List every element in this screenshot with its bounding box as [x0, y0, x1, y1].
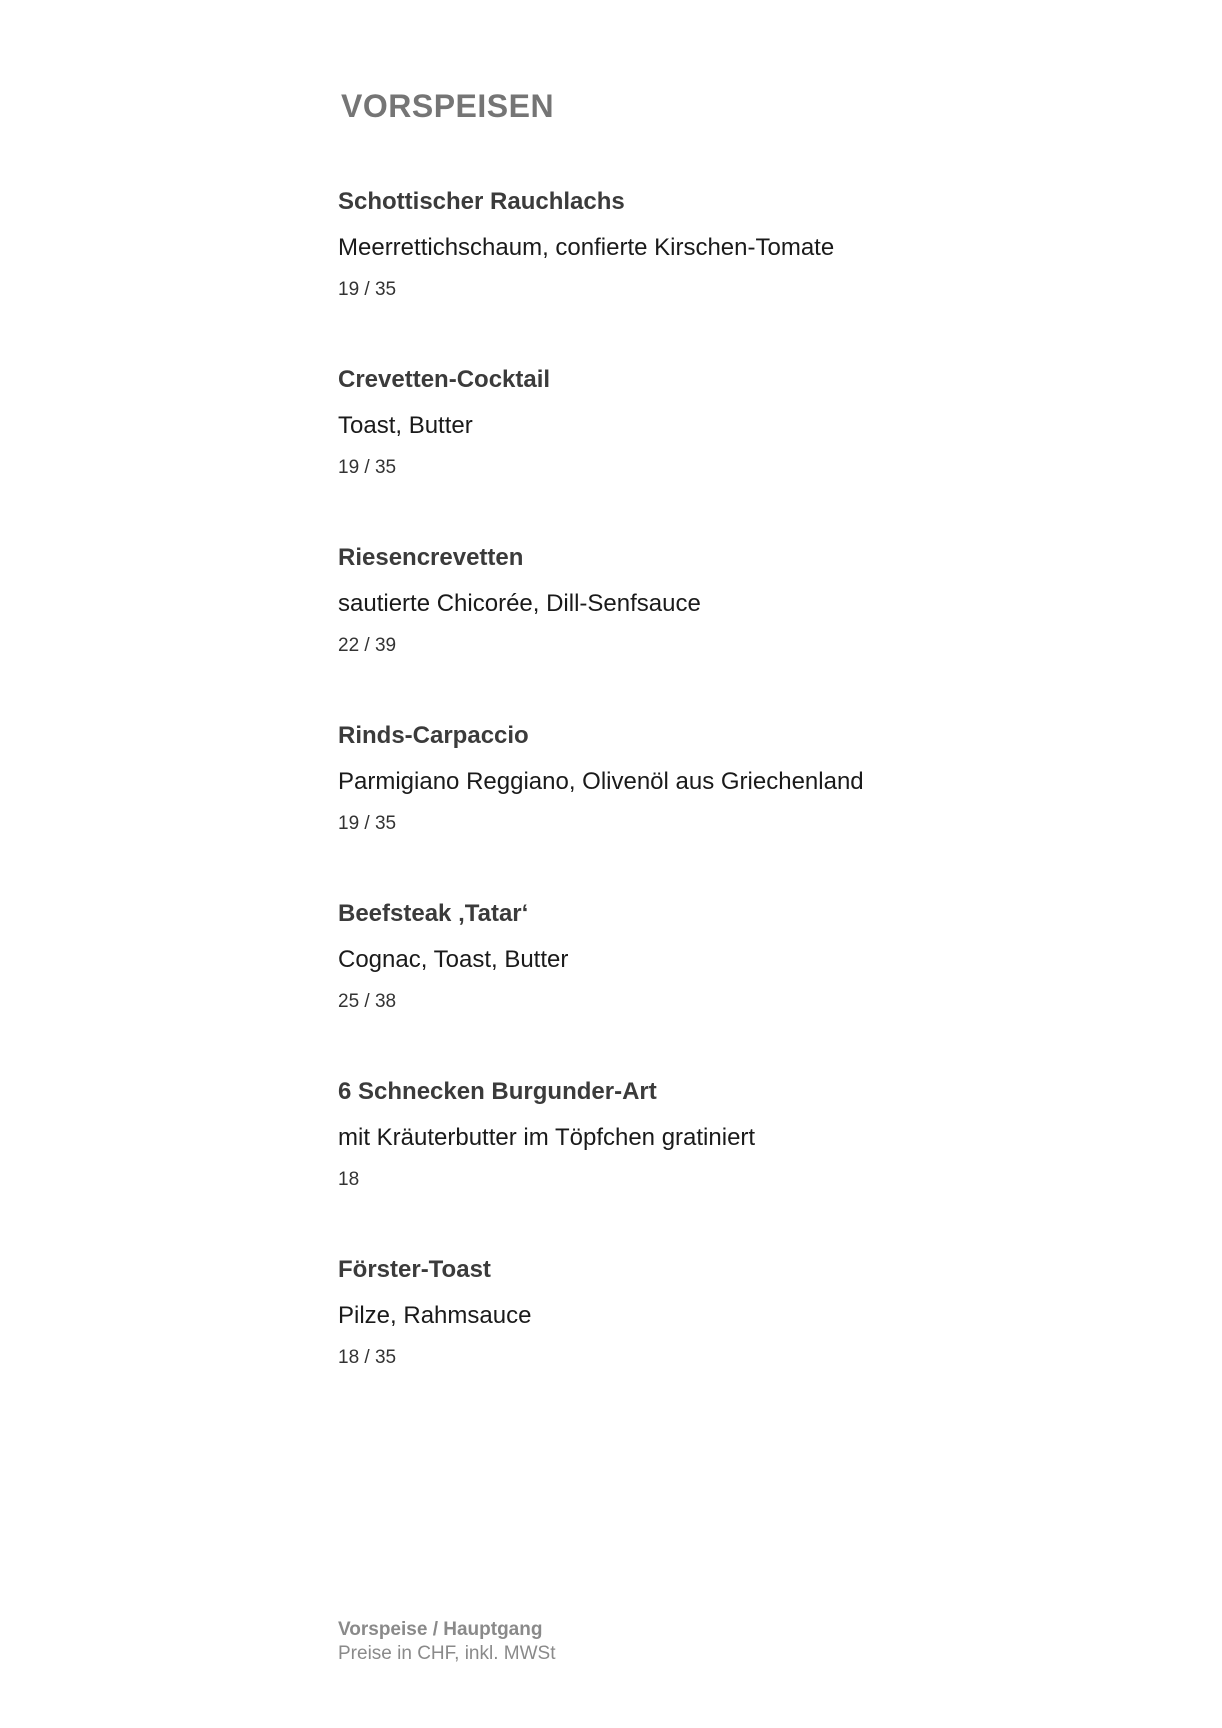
item-name: Schottischer Rauchlachs: [338, 188, 625, 215]
item-price: 25 / 38: [338, 991, 397, 1012]
item-price: 18: [338, 1169, 360, 1190]
menu-item: [338, 186, 1138, 364]
item-description: Meerrettichschaum, confierte Kirschen-Tomate: [338, 234, 835, 261]
item-description: sautierte Chicorée, Dill-Senfsauce: [338, 590, 701, 617]
item-description: Pilze, Rahmsauce: [338, 1302, 532, 1329]
item-description: mit Kräuterbutter im Töpfchen gratiniert: [338, 1124, 756, 1151]
menu-item: [338, 1254, 1138, 1432]
item-name: Förster-Toast: [338, 1256, 491, 1283]
item-name: 6 Schnecken Burgunder-Art: [338, 1078, 657, 1105]
item-price: 22 / 39: [338, 635, 397, 656]
menu-footer: [338, 1618, 555, 1666]
menu-item: [338, 1076, 1138, 1254]
menu-item: [338, 898, 1138, 1076]
item-description: Toast, Butter: [338, 412, 473, 439]
item-price: 18 / 35: [338, 1347, 397, 1368]
item-description: Parmigiano Reggiano, Olivenöl aus Griechenland: [338, 768, 864, 795]
item-name: Rinds-Carpaccio: [338, 722, 529, 749]
item-name: Riesencrevetten: [338, 544, 524, 571]
menu-item: [338, 720, 1138, 898]
item-name: Beefsteak ‚Tatar‘: [338, 900, 529, 927]
item-price: 19 / 35: [338, 457, 397, 478]
price-note: Preise in CHF, inkl. MWSt: [338, 1643, 556, 1664]
menu-item: [338, 542, 1138, 720]
menu-items-list: [338, 186, 1138, 1432]
item-price: 19 / 35: [338, 279, 397, 300]
course-note: Vorspeise / Hauptgang: [338, 1619, 543, 1640]
item-price: 19 / 35: [338, 813, 397, 834]
item-name: Crevetten-Cocktail: [338, 366, 551, 393]
menu-item: [338, 364, 1138, 542]
section-title: VORSPEISEN: [341, 88, 555, 124]
item-description: Cognac, Toast, Butter: [338, 946, 569, 973]
